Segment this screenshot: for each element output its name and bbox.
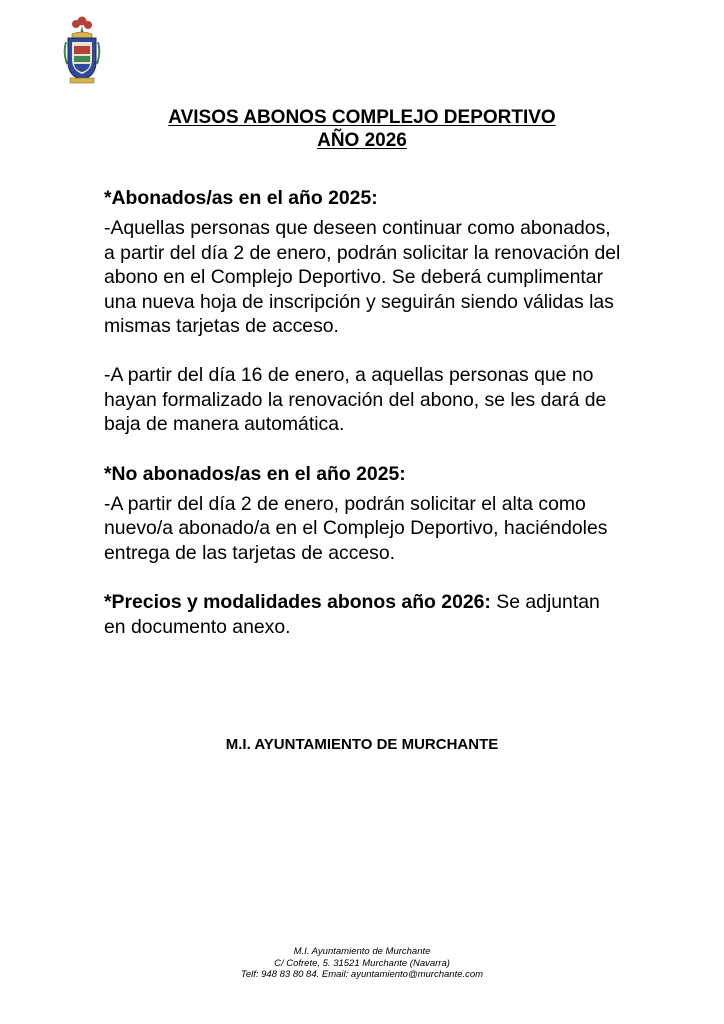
section-heading-abonados: *Abonados/as en el año 2025:: [104, 187, 378, 209]
section-precios: [104, 590, 624, 639]
section-heading-precios: *Precios y modalidades abonos año 2026:: [104, 591, 491, 614]
section-no-abonados: [104, 462, 624, 566]
paragraph-precios: [104, 590, 624, 639]
section-abonados: [104, 186, 624, 338]
signature: M.I. AYUNTAMIENTO DE MURCHANTE: [225, 736, 499, 753]
paragraph-baja: -A partir del día 16 de enero, a aquellas personas que no hayan formalizado la renovación del abono, se les dará de baja de manera automática.: [104, 364, 607, 436]
precios-text: Se adjuntan en documento anexo.: [104, 591, 600, 638]
footer-line-2: C/ Cofrete, 5. 31521 Murchante (Navarra): [274, 957, 450, 969]
coat-of-arms-logo: [62, 16, 102, 84]
section-baja: [104, 363, 624, 436]
title-line-1: AVISOS ABONOS COMPLEJO DEPORTIVO: [168, 107, 556, 128]
paragraph-alta: -A partir del día 2 de enero, podrán solicitar el alta como nuevo/a abonado/a en el Complejo Deportivo, haciéndoles entrega de las tarjetas de acceso.: [104, 493, 608, 564]
footer-line-3: Telf: 948 83 80 84. Email: ayuntamiento@murchante.com: [240, 969, 484, 980]
page-title: [0, 106, 724, 152]
title-line-2: AÑO 2026: [317, 130, 407, 151]
footer-line-1: M.I. Ayuntamiento de Murchante: [293, 946, 431, 957]
paragraph-renovacion: -Aquellas personas que deseen continuar como abonados, a partir del día 2 de enero, podrán solicitar la renovación del abono en el Complejo Deportivo. Se deberá cumplimentar una nueva hoja de inscripción y seguirán siendo válidas las mismas tarjetas de acceso.: [104, 217, 621, 338]
section-heading-no-abonados: *No abonados/as en el año 2025:: [104, 462, 406, 485]
notice-body: [104, 186, 624, 639]
footer-address: [0, 946, 724, 981]
